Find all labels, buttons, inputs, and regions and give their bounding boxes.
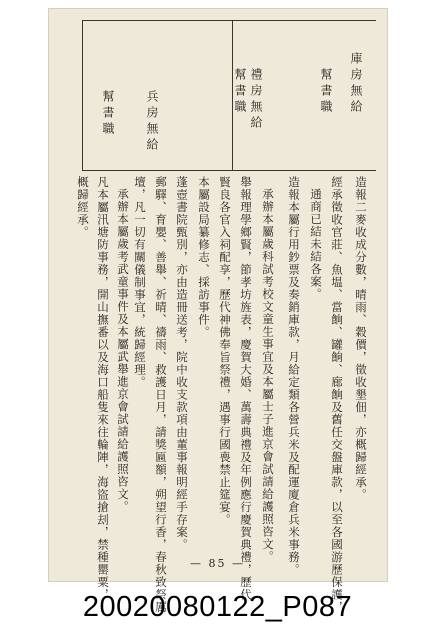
section-label: 兵房無給	[145, 90, 159, 154]
text-column: 舉報理學鄉賢，節孝坊旌表，慶賀大婚、萬壽典禮及年例應行慶賀典禮，歷代	[239, 176, 253, 601]
text-column: 造報本屬行用鈔票及奏銷庫款，月給定類各營兵米及配運廈倉兵米事務。	[287, 176, 301, 576]
section-label: 庫房無給	[349, 52, 363, 116]
text-column: 蓬壺書院甄別，亦由造冊送考，院中收支款項由董事報明經手存案。	[175, 176, 189, 551]
section-label: 禮房無給	[249, 68, 263, 132]
text-column: 壇，凡一切有關儀制事宜，統歸經理。	[133, 176, 147, 389]
text-column: 概歸經承。	[76, 176, 90, 239]
image-caption: 20020080122_P087	[82, 591, 353, 623]
table-left-rule	[82, 20, 83, 170]
job-label: 幫書職	[101, 90, 115, 138]
table-header-rule	[82, 170, 376, 171]
text-column: 經承徵收官莊、魚塭、當餉、罐餉、廊餉及舊任交盤庫款，以至各國游歷保護，	[330, 176, 344, 614]
text-column: 承辦本屬歲科試考校文童生事宜及本屬士子進京會試請給護照咨文。	[261, 188, 275, 563]
text-column: 郵驛、育嬰、善舉、祈晴、禱雨、救護日月，請獎匾額，朔望行香，春秋致祭厲	[154, 176, 168, 614]
text-column: 造報二麥收成分數，晴雨、穀價，徵收墾佃，亦概歸經承。	[354, 176, 368, 501]
table-top-rule	[82, 20, 376, 21]
job-label: 幫書職	[233, 68, 247, 116]
text-column: 凡本屬汛塘防事務，開山撫番以及海口船隻來往輪陣，海盜搶刦，禁種罌粟，	[96, 176, 110, 601]
text-column: 承辦本屬歲考武童事件及本屬武舉進京會試請給護照咨文。	[116, 188, 130, 513]
page-number: — 85 —	[190, 557, 245, 570]
text-column: 本屬設局纂修志、採訪事件。	[197, 176, 211, 339]
text-column: 通商已結未結各案。	[309, 188, 323, 301]
text-column: 賢良各官入祠配享，歷代神佛奉旨祭禮，遇事行國喪禁止筵宴。	[218, 176, 232, 526]
job-label: 幫書職	[319, 68, 333, 116]
